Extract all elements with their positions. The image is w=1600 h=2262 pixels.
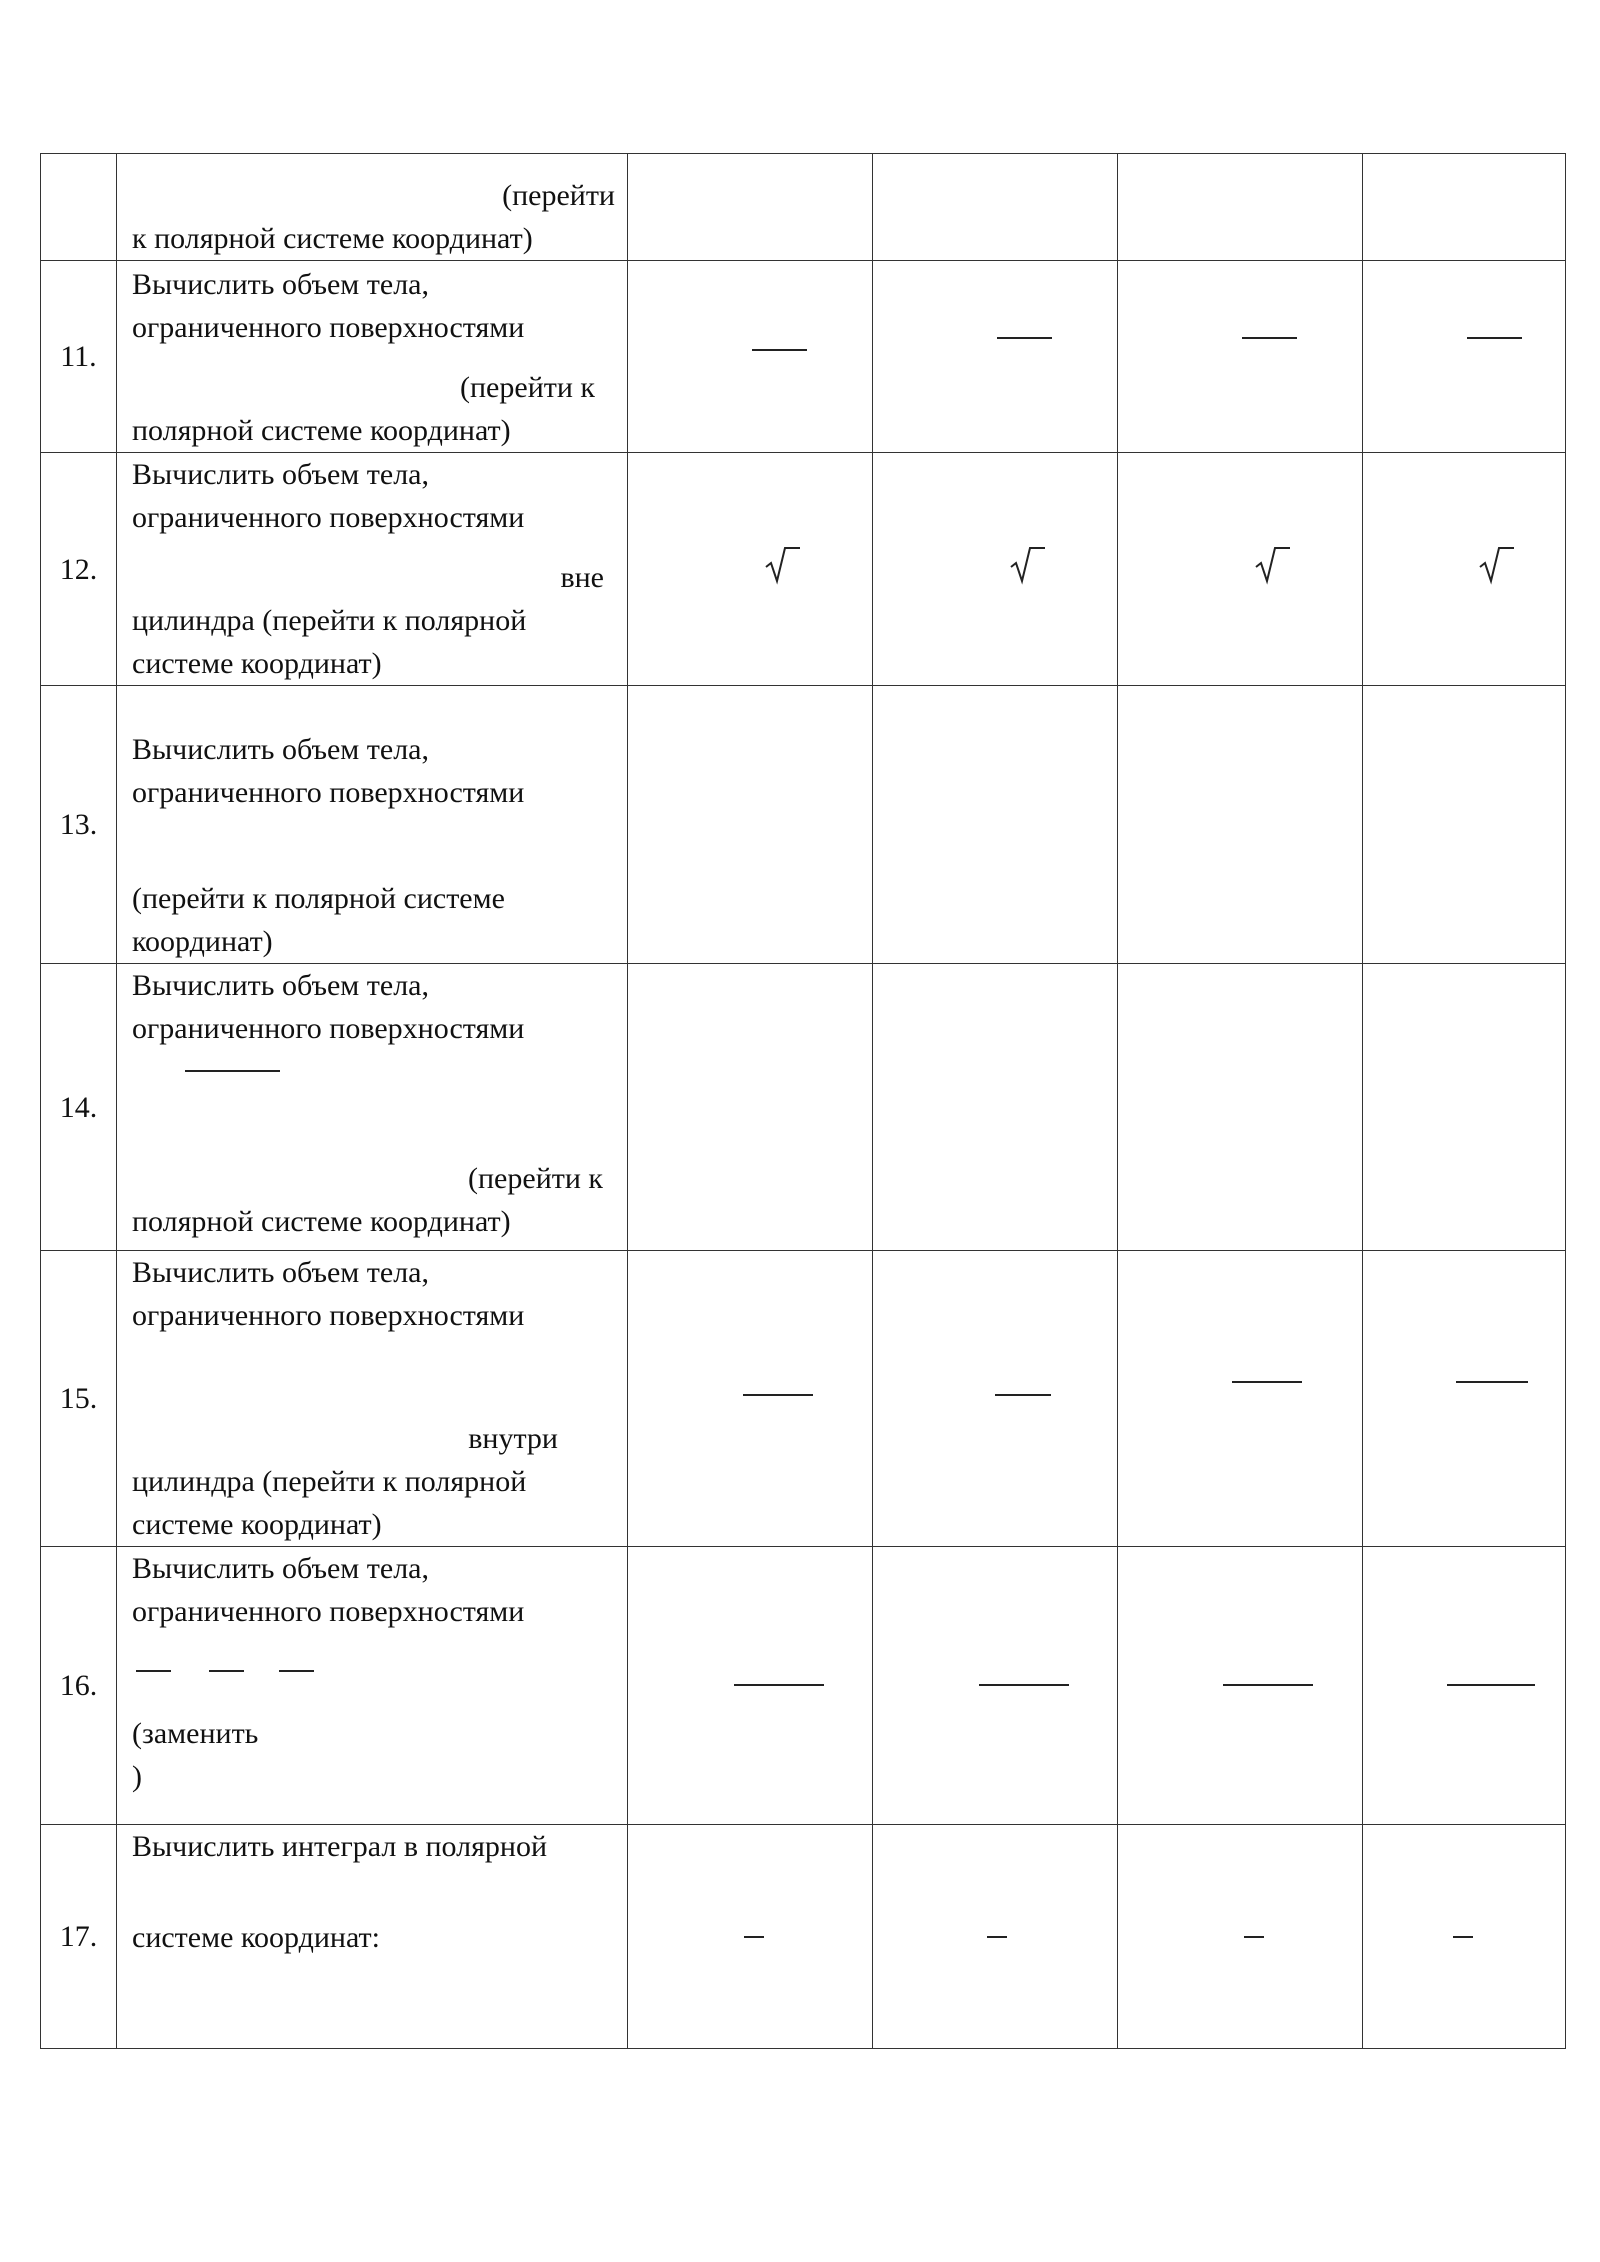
row-number: 16.: [41, 1547, 117, 1825]
answer-cell: [1118, 154, 1363, 261]
task-line: (перейти к: [460, 371, 595, 404]
task-line: (перейти к: [468, 1162, 603, 1195]
row-number: [41, 154, 117, 261]
table-row: [41, 964, 1566, 1251]
answer-cell: [873, 1251, 1118, 1547]
task-line: вне: [560, 561, 604, 594]
fraction-bar: [1467, 337, 1522, 339]
answer-cell: [628, 1251, 873, 1547]
task-text: [117, 1825, 628, 2049]
fraction-bar: [1456, 1381, 1528, 1383]
answer-cell: [628, 1825, 873, 2049]
answer-cell: [1363, 453, 1566, 686]
answer-cell: [873, 1825, 1118, 2049]
answer-cell: [1363, 686, 1566, 964]
answer-cell: [1363, 1251, 1566, 1547]
fraction-bar: [995, 1394, 1051, 1396]
task-line: ограниченного поверхностями: [132, 501, 525, 534]
formula-line: [132, 1050, 615, 1093]
answer-cell: [628, 154, 873, 261]
answer-cell: [873, 1547, 1118, 1825]
task-line: ограниченного поверхностями: [132, 311, 525, 344]
fraction-bar: [734, 1684, 824, 1686]
table-row: [41, 154, 1566, 261]
task-text: [117, 964, 628, 1251]
sqrt-icon: [764, 545, 802, 585]
fraction-bar: [997, 337, 1052, 339]
answer-cell: [1118, 686, 1363, 964]
fraction-bar: [136, 1670, 171, 1672]
row-number: 14.: [41, 964, 117, 1251]
task-text: [117, 261, 628, 453]
answer-cell: [1118, 1547, 1363, 1825]
answer-cell: [1118, 964, 1363, 1251]
fraction-bar: [185, 1070, 280, 1072]
fraction-bar: [1242, 337, 1297, 339]
sqrt-icon: [1478, 545, 1516, 585]
answer-cell: [873, 154, 1118, 261]
task-line: системе координат): [132, 647, 382, 680]
answer-cell: [628, 686, 873, 964]
fraction-bar: [209, 1670, 244, 1672]
row-number: 12.: [41, 453, 117, 686]
fraction-bar: [1223, 1684, 1313, 1686]
table-row: [41, 1251, 1566, 1547]
answer-cell: [1118, 261, 1363, 453]
fraction-bar: [752, 349, 807, 351]
task-line: внутри: [468, 1422, 558, 1455]
task-line: ограниченного поверхностями: [132, 1299, 525, 1332]
task-text: [117, 686, 628, 964]
task-line: к полярной системе координат): [132, 222, 533, 255]
task-line: полярной системе координат): [132, 414, 511, 447]
tasks-table: [40, 153, 1566, 2049]
fraction-bar: [1232, 1381, 1302, 1383]
formula-line: [132, 1647, 615, 1690]
sqrt-icon: [1254, 545, 1292, 585]
answer-cell: [873, 261, 1118, 453]
answer-cell: [873, 453, 1118, 686]
table-row: [41, 453, 1566, 686]
task-line: Вычислить объем тела,: [132, 733, 429, 766]
table-row: [41, 1547, 1566, 1825]
fraction-bar: [1244, 1936, 1264, 1938]
task-line: ): [132, 1760, 142, 1793]
task-line: системе координат): [132, 1508, 382, 1541]
task-line: полярной системе координат): [132, 1205, 511, 1238]
task-line: ограниченного поверхностями: [132, 1595, 525, 1628]
row-number: 15.: [41, 1251, 117, 1547]
fraction-bar: [1447, 1684, 1535, 1686]
task-line: Вычислить интеграл в полярной: [132, 1830, 548, 1863]
task-line: Вычислить объем тела,: [132, 458, 429, 491]
fraction-bar: [743, 1394, 813, 1396]
answer-cell: [1118, 1825, 1363, 2049]
table-row: [41, 1825, 1566, 2049]
task-line: Вычислить объем тела,: [132, 268, 429, 301]
answer-cell: [1363, 1825, 1566, 2049]
task-line: цилиндра (перейти к полярной: [132, 604, 527, 637]
task-line: системе координат:: [132, 1921, 380, 1954]
row-number: 13.: [41, 686, 117, 964]
task-line: координат): [132, 925, 273, 958]
answer-cell: [1118, 1251, 1363, 1547]
answer-cell: [628, 261, 873, 453]
task-line: цилиндра (перейти к полярной: [132, 1465, 527, 1498]
table-row: [41, 261, 1566, 453]
answer-cell: [1363, 154, 1566, 261]
task-text: [117, 154, 628, 261]
answer-cell: [628, 1547, 873, 1825]
answer-cell: [1363, 1547, 1566, 1825]
task-line: (перейти к полярной системе: [132, 882, 505, 915]
answer-cell: [1363, 261, 1566, 453]
task-line: Вычислить объем тела,: [132, 1552, 429, 1585]
answer-cell: [628, 964, 873, 1251]
answer-cell: [873, 686, 1118, 964]
row-number: 17.: [41, 1825, 117, 2049]
fraction-bar: [1453, 1936, 1473, 1938]
answer-cell: [1118, 453, 1363, 686]
sqrt-icon: [1009, 545, 1047, 585]
answer-cell: [628, 453, 873, 686]
fraction-bar: [987, 1936, 1007, 1938]
task-line: (заменить: [132, 1717, 259, 1750]
fraction-bar: [279, 1670, 314, 1672]
task-text: [117, 453, 628, 686]
fraction-bar: [979, 1684, 1069, 1686]
task-text: [117, 1547, 628, 1825]
answer-cell: [1363, 964, 1566, 1251]
task-line: ограниченного поверхностями: [132, 1012, 525, 1045]
row-number: 11.: [41, 261, 117, 453]
task-text: [117, 1251, 628, 1547]
task-line: (перейти: [502, 179, 615, 212]
fraction-bar: [744, 1936, 764, 1938]
task-line: Вычислить объем тела,: [132, 1256, 429, 1289]
task-line: Вычислить объем тела,: [132, 969, 429, 1002]
task-line: ограниченного поверхностями: [132, 776, 525, 809]
table-row: [41, 686, 1566, 964]
answer-cell: [873, 964, 1118, 1251]
